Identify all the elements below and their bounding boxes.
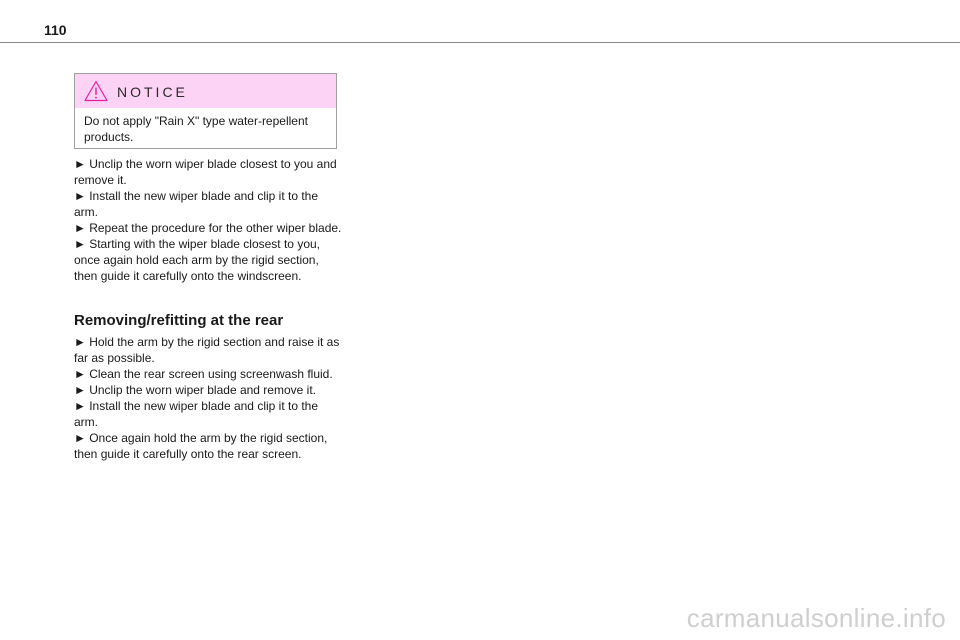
list-item: ► Install the new wiper blade and clip it to the arm. bbox=[74, 399, 319, 429]
list-item: ► Unclip the worn wiper blade and remove it. bbox=[74, 383, 316, 397]
page-number: 110 bbox=[44, 22, 67, 38]
list-item: ► Install the new wiper blade and clip it to the arm. bbox=[74, 189, 319, 219]
notice-title: NOTICE bbox=[117, 84, 188, 100]
footer-watermark: carmanualsonline.info bbox=[686, 603, 946, 633]
list-item: ► Once again hold the arm by the rigid section, then guide it carefully onto the rear screen. bbox=[74, 431, 328, 461]
notice-text: Do not apply "Rain X" type water-repellent products. bbox=[84, 114, 308, 144]
header-divider bbox=[0, 42, 960, 43]
notice-box bbox=[74, 73, 337, 149]
notice-header bbox=[75, 74, 336, 108]
list-item: ► Hold the arm by the rigid section and raise it as far as possible. bbox=[74, 335, 340, 365]
section-heading-rear: Removing/refitting at the rear bbox=[74, 312, 284, 329]
list-item: ► Repeat the procedure for the other wiper blade. bbox=[74, 221, 342, 235]
warning-triangle-icon bbox=[84, 80, 108, 102]
front-steps bbox=[74, 156, 344, 284]
list-item: ► Clean the rear screen using screenwash fluid. bbox=[74, 367, 333, 381]
list-item: ► Starting with the wiper blade closest to you, once again hold each arm by the rigid section, then guide it carefully onto the windscreen. bbox=[74, 237, 320, 283]
rear-steps bbox=[74, 334, 344, 462]
list-item: ► Unclip the worn wiper blade closest to you and remove it. bbox=[74, 157, 337, 187]
